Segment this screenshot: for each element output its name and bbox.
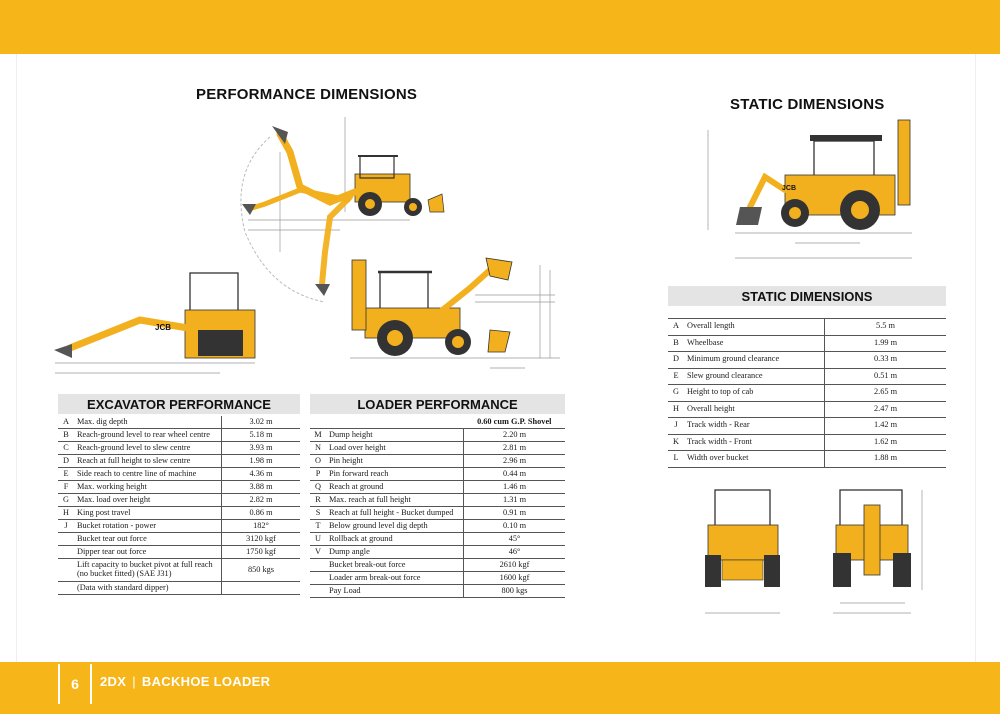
table-row	[668, 434, 946, 451]
table-row	[668, 368, 946, 385]
table-row	[58, 582, 300, 595]
row-letter: N	[310, 442, 326, 455]
row-letter: A	[668, 319, 684, 336]
table-row	[310, 442, 565, 455]
row-letter: K	[668, 434, 684, 451]
row-letter	[310, 572, 326, 585]
table-row	[310, 507, 565, 520]
svg-text:JCB: JCB	[782, 185, 797, 192]
loader-performance-table	[310, 416, 565, 598]
row-label: Load over height	[326, 442, 464, 455]
row-letter: L	[668, 451, 684, 468]
static-dimensions-heading: STATIC DIMENSIONS	[730, 96, 885, 113]
row-label: Reach at full height - Bucket dumped	[326, 507, 464, 520]
row-label: Overall height	[684, 401, 825, 418]
row-value: 0.10 m	[464, 520, 566, 533]
static-dimensions-table-title: STATIC DIMENSIONS	[668, 286, 946, 306]
footer-product: BACKHOE LOADER	[141, 674, 271, 689]
svg-text:JCB: JCB	[155, 323, 172, 332]
row-value: 0.51 m	[825, 368, 947, 385]
row-value: 1.62 m	[825, 434, 947, 451]
row-letter: C	[58, 442, 74, 455]
row-letter: G	[58, 494, 74, 507]
table-row	[58, 494, 300, 507]
row-label: Height to top of cab	[684, 385, 825, 402]
row-value: 5.18 m	[222, 429, 301, 442]
row-letter: P	[310, 468, 326, 481]
row-value: 1600 kgf	[464, 572, 566, 585]
row-label: Track width - Front	[684, 434, 825, 451]
table-row	[58, 416, 300, 429]
row-letter: U	[310, 533, 326, 546]
row-value: 1.88 m	[825, 451, 947, 468]
table-row	[58, 520, 300, 533]
row-letter: H	[58, 507, 74, 520]
table-row	[310, 494, 565, 507]
footer-separator: |	[132, 674, 136, 689]
table-row	[58, 507, 300, 520]
table-row	[668, 385, 946, 402]
table-row	[310, 455, 565, 468]
row-label: Bucket break-out force	[326, 559, 464, 572]
row-value: 3.93 m	[222, 442, 301, 455]
table-row	[58, 429, 300, 442]
row-value: 3.02 m	[222, 416, 301, 429]
row-label: King post travel	[74, 507, 222, 520]
static-dimensions-table	[668, 318, 946, 468]
row-letter: R	[310, 494, 326, 507]
loader-lift-drawing	[340, 240, 565, 375]
row-letter: T	[310, 520, 326, 533]
row-label: Pin forward reach	[326, 468, 464, 481]
row-letter: M	[310, 429, 326, 442]
table-row	[58, 481, 300, 494]
row-letter: J	[58, 520, 74, 533]
table-row	[58, 546, 300, 559]
footer-model: 2DX	[100, 674, 127, 689]
row-letter: E	[58, 468, 74, 481]
top-color-band	[0, 0, 1000, 54]
row-letter: J	[668, 418, 684, 435]
row-value: 0.86 m	[222, 507, 301, 520]
row-letter	[58, 533, 74, 546]
row-label: Below ground level dig depth	[326, 520, 464, 533]
row-label: Pin height	[326, 455, 464, 468]
loader-performance-title: LOADER PERFORMANCE	[310, 394, 565, 414]
table-row	[310, 572, 565, 585]
row-value: 46°	[464, 546, 566, 559]
row-value: 2.20 m	[464, 429, 566, 442]
row-label: Max. reach at full height	[326, 494, 464, 507]
row-value: 850 kgs	[222, 559, 301, 582]
row-value: 1.31 m	[464, 494, 566, 507]
row-letter	[310, 559, 326, 572]
row-letter: S	[310, 507, 326, 520]
row-letter: F	[58, 481, 74, 494]
row-letter: H	[668, 401, 684, 418]
row-value: 3.88 m	[222, 481, 301, 494]
row-label: Pay Load	[326, 585, 464, 598]
table-row	[310, 585, 565, 598]
row-value: 1750 kgf	[222, 546, 301, 559]
row-value: 2.65 m	[825, 385, 947, 402]
row-value: 1.99 m	[825, 335, 947, 352]
row-label: Rollback at ground	[326, 533, 464, 546]
table-row	[58, 533, 300, 546]
row-letter: B	[58, 429, 74, 442]
row-letter	[58, 582, 74, 595]
row-letter: B	[668, 335, 684, 352]
row-letter	[58, 559, 74, 582]
row-label: Overall length	[684, 319, 825, 336]
row-label: Reach-ground level to slew centre	[74, 442, 222, 455]
table-row	[58, 455, 300, 468]
row-value: 3120 kgf	[222, 533, 301, 546]
table-row	[310, 468, 565, 481]
row-label: Max. dig depth	[74, 416, 222, 429]
row-label: Dipper tear out force	[74, 546, 222, 559]
table-row	[668, 335, 946, 352]
row-label: Minimum ground clearance	[684, 352, 825, 369]
table-row	[668, 451, 946, 468]
table-row	[58, 442, 300, 455]
row-letter: G	[668, 385, 684, 402]
row-value: 2.47 m	[825, 401, 947, 418]
row-value: 1.46 m	[464, 481, 566, 494]
row-label: Wheelbase	[684, 335, 825, 352]
row-label: Loader arm break-out force	[326, 572, 464, 585]
table-row	[310, 546, 565, 559]
row-letter: E	[668, 368, 684, 385]
page-number: 6	[58, 664, 92, 704]
table-row	[310, 481, 565, 494]
table-row	[668, 418, 946, 435]
row-label: (Data with standard dipper)	[74, 582, 222, 595]
row-label: Dump angle	[326, 546, 464, 559]
excavator-performance-table	[58, 416, 300, 595]
row-value: 1.42 m	[825, 418, 947, 435]
row-letter: D	[668, 352, 684, 369]
row-letter: D	[58, 455, 74, 468]
row-letter: V	[310, 546, 326, 559]
row-letter: Q	[310, 481, 326, 494]
row-value: 0.91 m	[464, 507, 566, 520]
row-value	[222, 582, 301, 595]
table-row	[310, 559, 565, 572]
table-row	[668, 352, 946, 369]
row-value: 0.33 m	[825, 352, 947, 369]
row-label: Max. working height	[74, 481, 222, 494]
row-label: Reach-ground level to rear wheel centre	[74, 429, 222, 442]
row-label: Slew ground clearance	[684, 368, 825, 385]
row-letter: A	[58, 416, 74, 429]
row-label: Bucket rotation - power	[74, 520, 222, 533]
loader-column-header: 0.60 cum G.P. Shovel	[464, 416, 566, 429]
row-value: 1.98 m	[222, 455, 301, 468]
row-label: Dump height	[326, 429, 464, 442]
row-value: 182°	[222, 520, 301, 533]
row-value: 2.82 m	[222, 494, 301, 507]
row-value: 800 kgs	[464, 585, 566, 598]
footer-title	[100, 674, 270, 689]
side-reach-drawing	[50, 268, 265, 383]
row-label: Reach at full height to slew centre	[74, 455, 222, 468]
row-value: 0.44 m	[464, 468, 566, 481]
row-letter	[310, 585, 326, 598]
row-value: 45°	[464, 533, 566, 546]
table-header-row	[310, 416, 565, 429]
row-letter: O	[310, 455, 326, 468]
row-label: Max. load over height	[74, 494, 222, 507]
row-label: Width over bucket	[684, 451, 825, 468]
excavator-performance-title: EXCAVATOR PERFORMANCE	[58, 394, 300, 414]
row-label: Bucket tear out force	[74, 533, 222, 546]
row-value: 4.36 m	[222, 468, 301, 481]
row-label: Lift capacity to bucket pivot at full reach (no bucket fitted) (SAE J31)	[74, 559, 222, 582]
row-value: 2.96 m	[464, 455, 566, 468]
row-value: 2610 kgf	[464, 559, 566, 572]
row-letter	[58, 546, 74, 559]
table-row	[668, 319, 946, 336]
table-row	[310, 533, 565, 546]
table-row	[668, 401, 946, 418]
performance-dimensions-heading: PERFORMANCE DIMENSIONS	[196, 86, 418, 103]
front-view-drawing	[700, 485, 785, 625]
rear-view-drawing	[830, 485, 930, 625]
static-side-drawing	[700, 115, 920, 265]
row-value: 5.5 m	[825, 319, 947, 336]
table-row	[310, 429, 565, 442]
row-value: 2.81 m	[464, 442, 566, 455]
table-row	[58, 468, 300, 481]
row-label: Track width - Rear	[684, 418, 825, 435]
table-row	[310, 520, 565, 533]
row-label: Side reach to centre line of machine	[74, 468, 222, 481]
row-label: Reach at ground	[326, 481, 464, 494]
table-row	[58, 559, 300, 582]
